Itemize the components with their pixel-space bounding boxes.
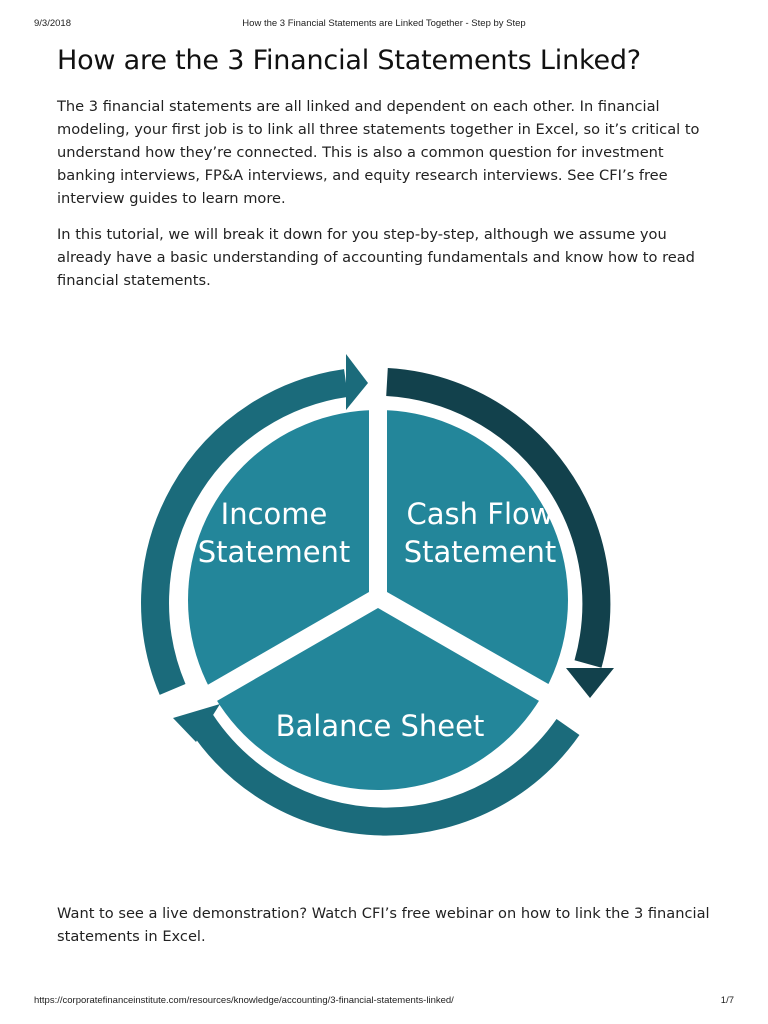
- article-body: [57, 45, 716, 305]
- webinar-paragraph: Want to see a live demonstration? Watch CFI’s free webinar on how to link the 3 financial statements in Excel.: [57, 905, 710, 945]
- print-title: How the 3 Financial Statements are Linked Together - Step by Step: [242, 18, 526, 29]
- income-label-line2: Statement: [197, 535, 351, 569]
- page-number: 1/7: [720, 995, 734, 1006]
- cashflow-label-line1: Cash Flow: [406, 497, 554, 531]
- intro-paragraph: The 3 financial statements are all linked and dependent on each other. In financial modeling, your first job is to link all three statements together in Excel, so it’s critical to understand how they’re connected. This is also a common question for investment banking interviews, FP&A interviews, and equity research interviews. See CFI’s free interview guides to learn more.: [57, 98, 700, 208]
- page-title: How are the 3 Financial Statements Linked?: [57, 45, 641, 76]
- print-date: 9/3/2018: [34, 18, 71, 29]
- tutorial-paragraph: In this tutorial, we will break it down for you step-by-step, although we assume you already have a basic understanding of accounting fundamentals and know how to read financial statements.: [57, 226, 695, 290]
- financial-statements-cycle-diagram: [124, 350, 634, 840]
- page-url: https://corporatefinanceinstitute.com/resources/knowledge/accounting/3-financial-statements-linked/: [34, 995, 454, 1006]
- balance-sheet-label: Balance Sheet: [275, 709, 485, 743]
- cashflow-label-line2: Statement: [403, 535, 557, 569]
- income-to-cashflow-arrowhead: [346, 354, 368, 410]
- demo-section: [57, 902, 716, 961]
- print-footer: [34, 995, 734, 1009]
- income-label-line1: Income: [220, 497, 328, 531]
- print-header: [34, 18, 734, 32]
- cashflow-to-balance-arrowhead: [566, 668, 614, 698]
